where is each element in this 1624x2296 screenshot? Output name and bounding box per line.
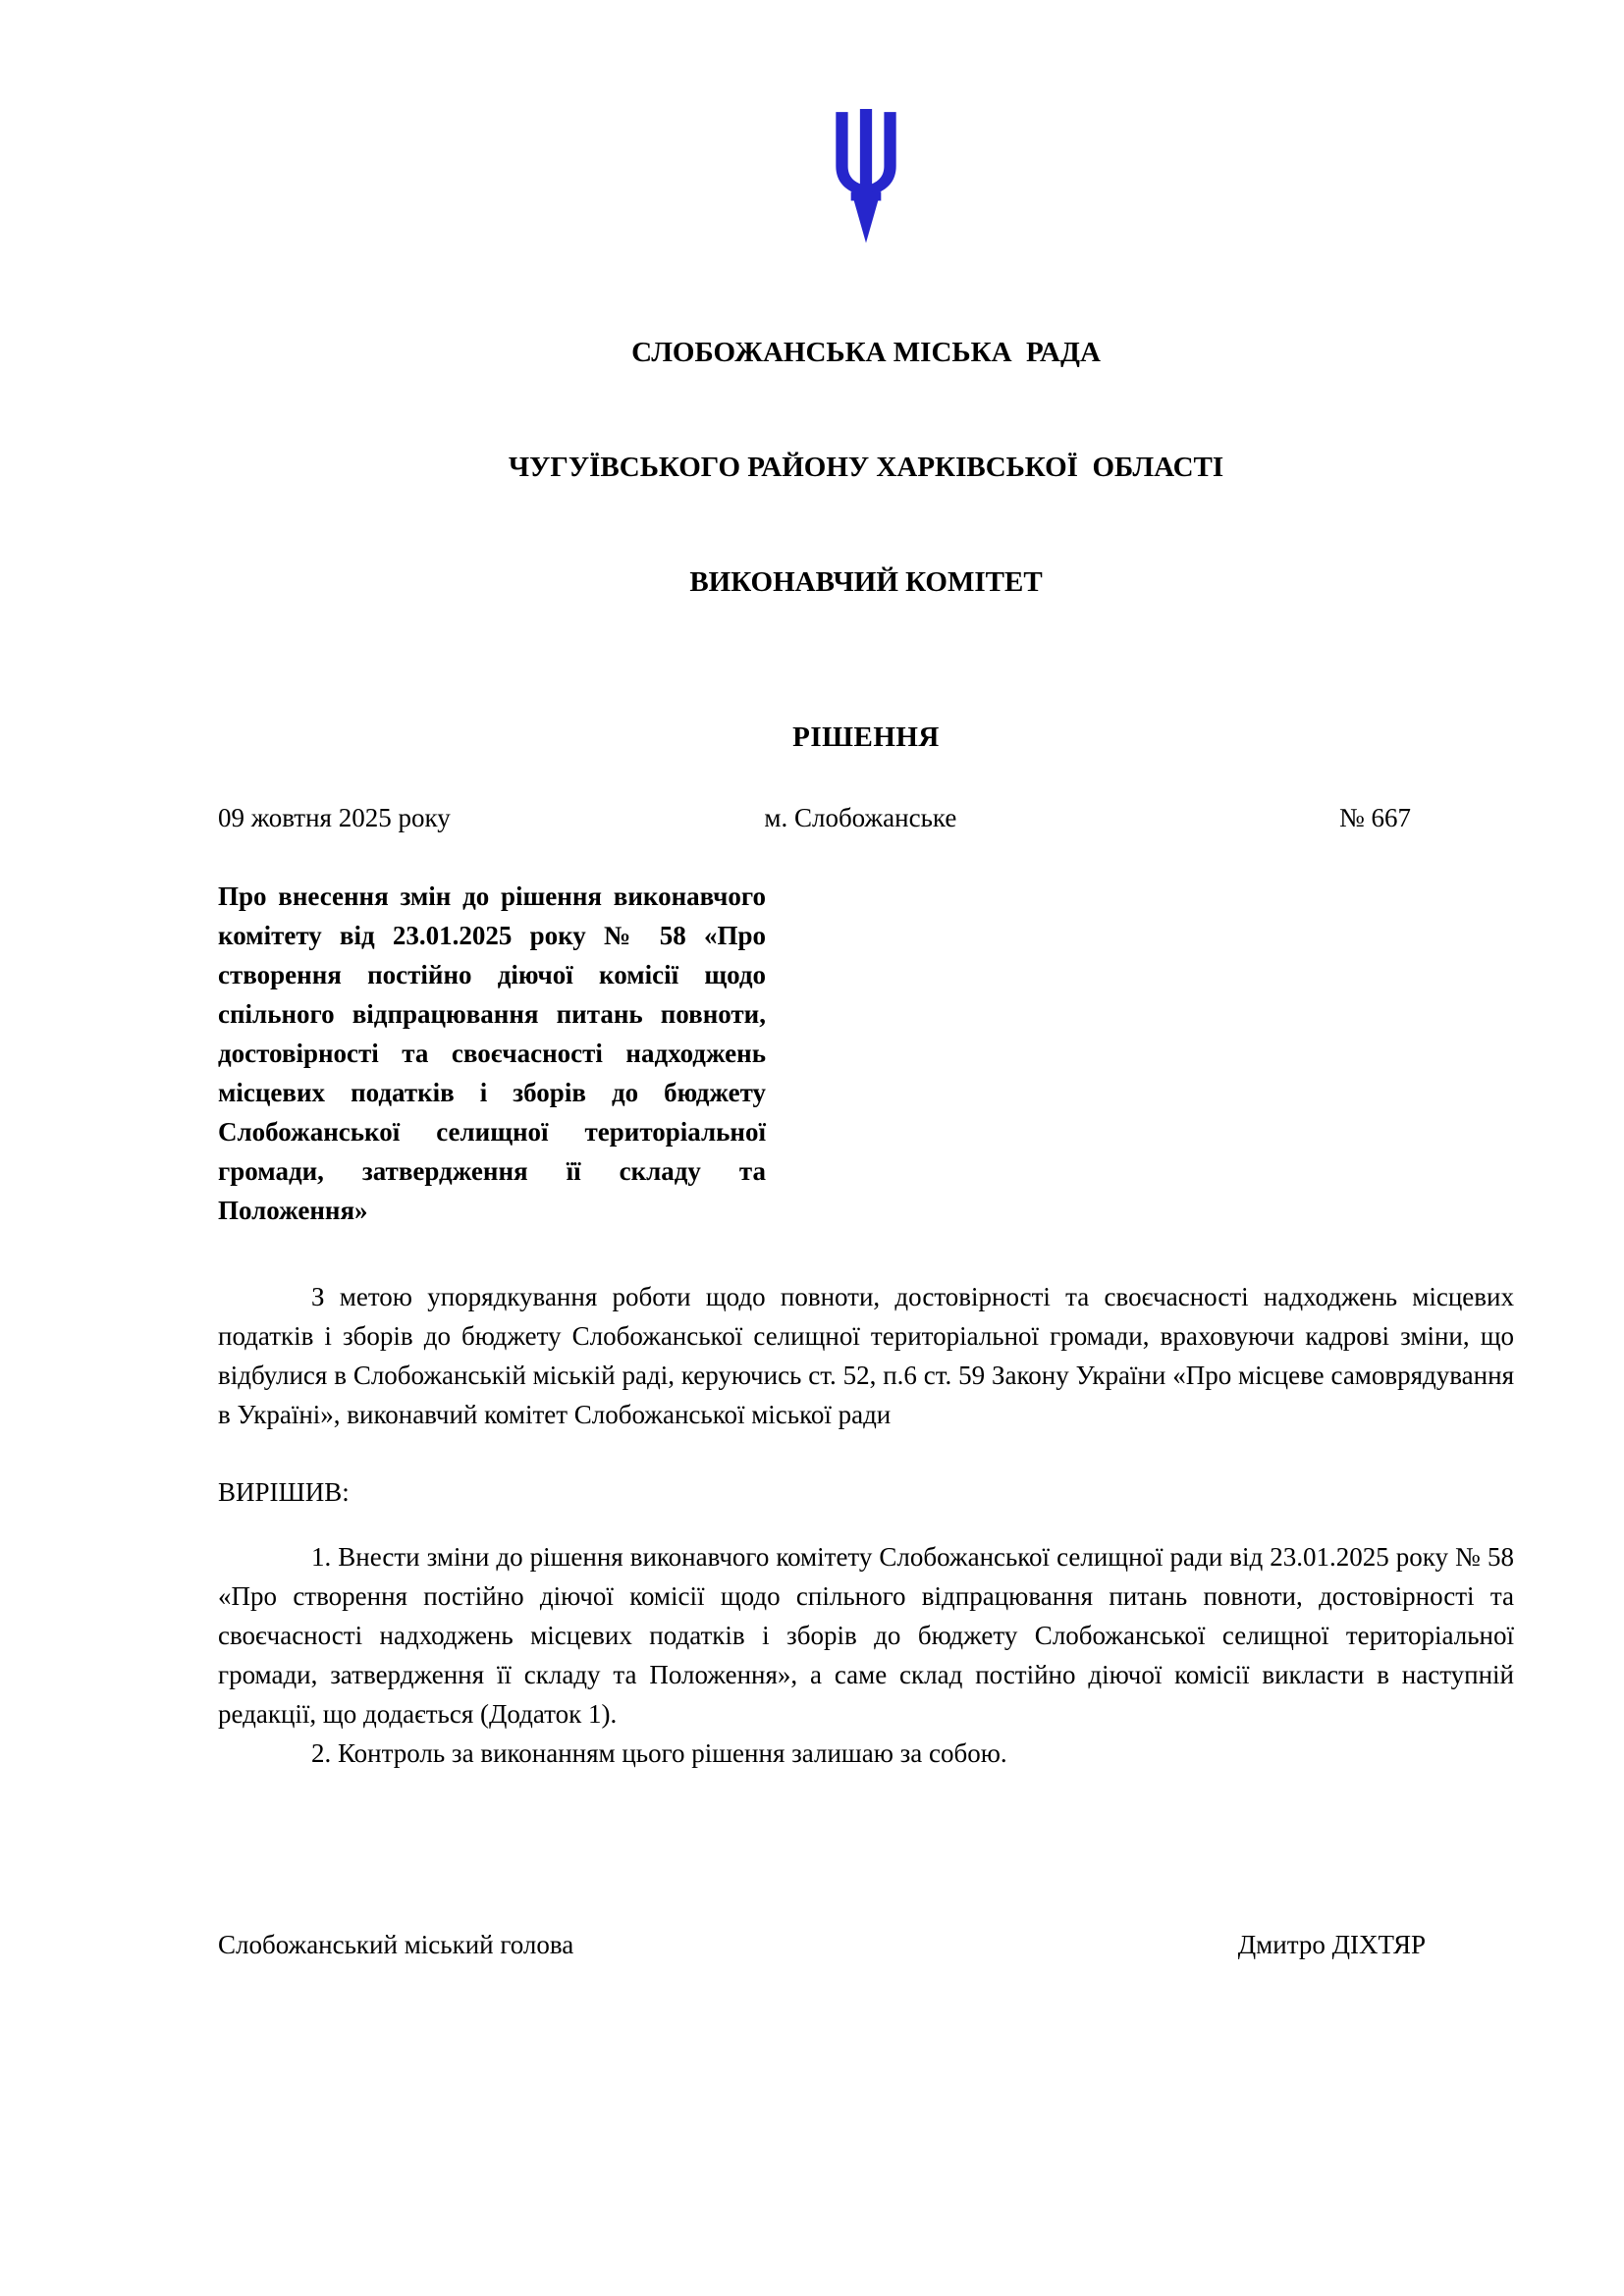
signature-title: Слобожанський міський голова [218,1930,574,1959]
document-subject: Про внесення змін до рішення виконавчого комітету від 23.01.2025 року № 58 «Про створення постійно діючої комісії щодо спільного відпрацювання питань повноти, достовірності та своєчасності надходжень місцевих податків і зборів до бюджету Слобожанської селищної територіальної громади, затвердження її складу та Положення» [218,881,766,1225]
organization-header [218,257,1514,678]
document-meta-row [218,803,1514,833]
document-content [218,0,1514,1960]
signature-row [218,1930,1514,1960]
signature-name: Дмитро ДІХТЯР [1237,1930,1426,1959]
ukraine-trident-emblem-icon [821,108,911,245]
document-type-title: РІШЕННЯ [792,721,940,753]
org-name-line: СЛОБОЖАНСЬКА МІСЬКА РАДА [631,337,1101,368]
document-date: 09 жовтня 2025 року [218,803,451,832]
document-number: № 667 [1338,803,1411,832]
org-committee-line: ВИКОНАВЧИЙ КОМІТЕТ [689,566,1043,598]
resolution-item-1: 1. Внести зміни до рішення виконавчого комітету Слобожанської селищної ради від 23.01.2025 року № 58 «Про створення постійно діючої комісії щодо спільного відпрацювання питань повноти, достовірності та своєчасності надходжень місцевих податків і зборів до бюджету Слобожанської селищної територіальної громади, затвердження її складу та Положення», а саме склад постійно діючої комісії викласти в наступній редакції, що додається (Додаток 1). [218,1542,1514,1729]
document-place: м. Слобожанське [764,803,957,832]
resolved-label: ВИРІШИВ: [218,1477,350,1507]
resolution-item-2: 2. Контроль за виконанням цього рішення залишаю за собою. [311,1738,1007,1768]
org-district-line: ЧУГУЇВСЬКОГО РАЙОНУ ХАРКІВСЬКОЇ ОБЛАСТІ [508,452,1224,483]
preamble-paragraph: З метою упорядкування роботи щодо повноти, достовірності та своєчасності надходжень місцевих податків і зборів до бюджету Слобожанської селищної територіальної громади, враховуючи кадрові зміни, що відбулися в Слобожанській міській раді, керуючись ст. 52, п.6 ст. 59 Закону України «Про місцеве самоврядування в Україні», виконавчий комітет Слобожанської міської ради [218,1282,1514,1429]
